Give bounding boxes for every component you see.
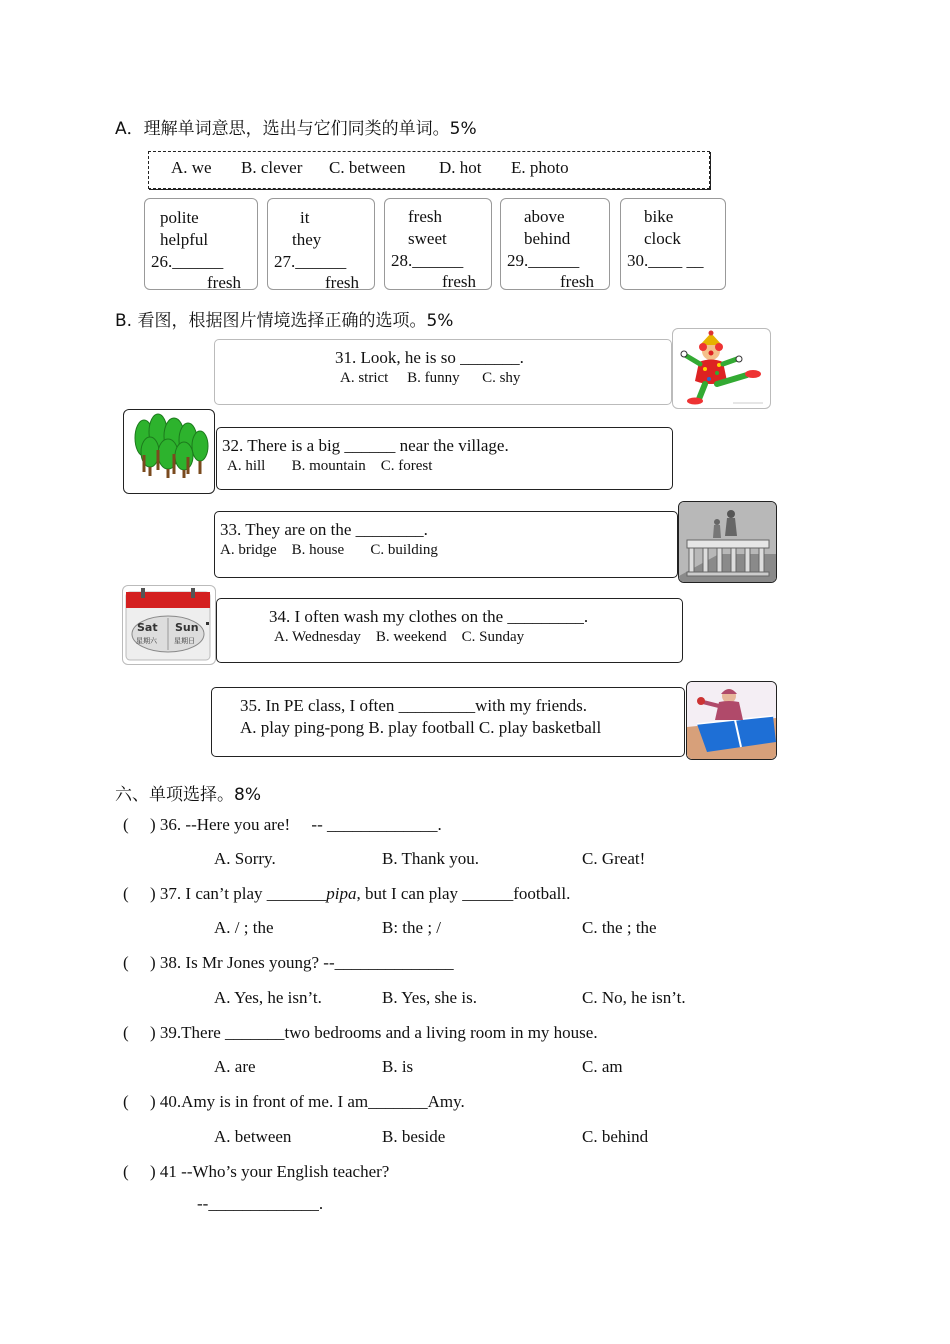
card-blank[interactable]: 30.____ __ [627,251,704,270]
question-35-text: 35. In PE class, I often _________with my friends. [240,696,588,715]
choice-b[interactable]: B. Thank you. [382,849,479,868]
calendar-sun-cn: 星期日 [174,637,195,645]
card-cut-word: fresh [207,273,241,290]
question-33-text: 33. They are on the ________. [220,520,428,539]
word-card-27 [267,198,375,290]
card-word-1: it [300,208,310,227]
answer-paren[interactable]: ( [123,1023,129,1042]
choice-a[interactable]: A. Sorry. [214,849,276,868]
choice-a[interactable]: A. are [214,1057,256,1076]
card-word-1: polite [160,208,199,227]
question-text: ) 38. Is Mr Jones young? --______________ [150,953,454,972]
question-35-options: A. play ping-pong B. play football C. play basketball [240,718,602,737]
card-word-2: helpful [160,230,209,249]
dot-mark [206,622,209,625]
calendar-image [122,585,216,665]
question-31-text: 31. Look, he is so _______. [335,348,524,367]
card-word-1: above [524,207,565,226]
answer-blank[interactable]: --_____________. [197,1194,324,1213]
forest-image [123,409,215,494]
question-text: ) 39.There _______two bedrooms and a living room in my house. [150,1023,598,1042]
question-33-options: A. bridge B. house C. building [220,542,438,558]
choice-b[interactable]: B. is [382,1057,414,1076]
choice-c[interactable]: C. No, he isn’t. [582,988,686,1007]
calendar-sat-cn: 星期六 [136,637,157,645]
word-card-30 [620,198,726,290]
choice-b[interactable]: B: the ; / [382,918,442,937]
question-text [150,884,570,904]
option-c: C. between [329,158,406,177]
question-33-box [214,511,678,578]
card-word-2: they [292,230,322,249]
card-word-1: fresh [408,207,442,226]
choice-c[interactable]: C. am [582,1057,623,1076]
calendar-sun: Sun [175,621,199,634]
choice-a[interactable]: A. / ; the [214,918,274,937]
answer-paren[interactable]: ( [123,815,129,834]
option-a: A. we [171,158,212,177]
section-6-title: 六、单项选择。8% [115,785,261,805]
choice-c[interactable]: C. Great! [582,849,646,868]
ping-pong-image [686,681,777,760]
card-blank[interactable]: 28.______ [391,251,464,270]
answer-paren[interactable]: ( [123,884,129,903]
card-cut-word: fresh [560,272,594,290]
option-d: D. hot [439,158,482,177]
word-card-29 [500,198,610,290]
choice-b[interactable]: B. Yes, she is. [382,988,477,1007]
question-text-em: pipa [326,884,357,903]
option-e: E. photo [511,158,569,177]
calendar-sat: Sat [137,621,158,634]
answer-paren[interactable]: ( [123,1092,129,1111]
question-32-text: 32. There is a big ______ near the village. [222,436,509,455]
question-34-box [216,598,683,663]
question-text-pre: ) 37. I can’t play _______ [150,884,327,903]
question-35-box [211,687,685,757]
card-cut-word: fresh [442,272,476,290]
card-word-2: clock [644,229,681,248]
question-34-text: 34. I often wash my clothes on the _________. [269,607,589,626]
question-text: ) 41 --Who’s your English teacher? [150,1162,390,1181]
question-text: ) 40.Amy is in front of me. I am_______Amy. [150,1092,465,1111]
question-31-options: A. strict B. funny C. shy [340,370,521,386]
answer-paren[interactable]: ( [123,1162,129,1181]
card-word-2: sweet [408,229,447,248]
section-a-title: A．理解单词意思，选出与它们同类的单词。5% [115,119,477,139]
question-text: ) 36. --Here you are! -- _____________. [150,815,442,834]
choice-a[interactable]: A. between [214,1127,292,1146]
option-b: B. clever [241,158,303,177]
question-31-box [214,339,672,405]
choice-c[interactable]: C. behind [582,1127,649,1146]
question-32-options: A. hill B. mountain C. forest [227,458,433,474]
section-b-title: B. 看图，根据图片情境选择正确的选项。5% [115,311,454,331]
word-card-26 [144,198,258,290]
bridge-image [678,501,777,583]
choice-b[interactable]: B. beside [382,1127,446,1146]
card-blank[interactable]: 29.______ [507,251,580,270]
card-word-2: behind [524,229,571,248]
answer-paren[interactable]: ( [123,953,129,972]
card-cut-word: fresh [325,273,359,290]
question-34-options: A. Wednesday B. weekend C. Sunday [274,629,525,645]
card-blank[interactable]: 26.______ [151,252,224,271]
card-word-1: bike [644,207,674,226]
card-blank[interactable]: 27.______ [274,252,347,271]
clown-image [672,328,771,409]
choice-a[interactable]: A. Yes, he isn’t. [214,988,322,1007]
question-32-box [216,427,673,490]
choice-c[interactable]: C. the ; the [582,918,657,937]
word-card-28 [384,198,492,290]
question-text-post: , but I can play ______football. [356,884,571,903]
word-options-box [148,151,710,189]
